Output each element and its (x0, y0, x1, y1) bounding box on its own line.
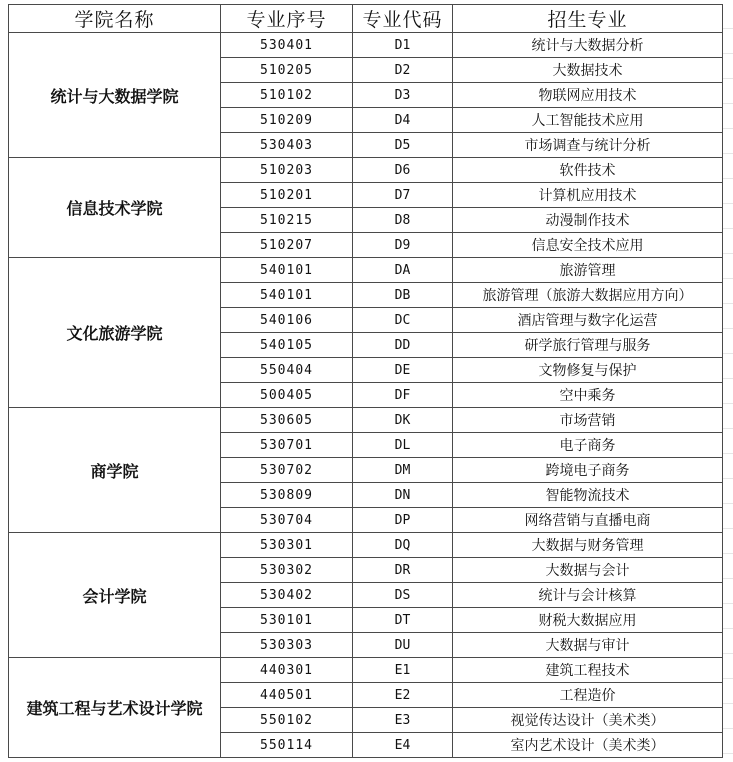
major-cell[interactable]: 统计与会计核算 (453, 583, 723, 608)
major-code-cell[interactable]: 530605 (221, 408, 353, 433)
college-cell[interactable]: 会计学院 (9, 533, 221, 658)
table-row (9, 258, 723, 283)
header-major-code[interactable]: 专业序号 (221, 5, 353, 33)
table-row (9, 533, 723, 558)
code-cell[interactable]: DK (353, 408, 453, 433)
major-cell[interactable]: 电子商务 (453, 433, 723, 458)
code-cell[interactable]: D9 (353, 233, 453, 258)
code-cell[interactable]: DM (353, 458, 453, 483)
code-cell[interactable]: DE (353, 358, 453, 383)
table-header (9, 5, 723, 33)
major-code-cell[interactable]: 510102 (221, 83, 353, 108)
major-cell[interactable]: 工程造价 (453, 683, 723, 708)
major-code-cell[interactable]: 540105 (221, 333, 353, 358)
code-cell[interactable]: DC (353, 308, 453, 333)
college-cell[interactable]: 文化旅游学院 (9, 258, 221, 408)
table-row (9, 658, 723, 683)
code-cell[interactable]: D8 (353, 208, 453, 233)
major-cell[interactable]: 动漫制作技术 (453, 208, 723, 233)
major-cell[interactable]: 大数据技术 (453, 58, 723, 83)
code-cell[interactable]: DN (353, 483, 453, 508)
major-cell[interactable]: 财税大数据应用 (453, 608, 723, 633)
major-code-cell[interactable]: 500405 (221, 383, 353, 408)
major-cell[interactable]: 空中乘务 (453, 383, 723, 408)
college-cell[interactable]: 统计与大数据学院 (9, 33, 221, 158)
code-cell[interactable]: DS (353, 583, 453, 608)
code-cell[interactable]: D5 (353, 133, 453, 158)
header-code[interactable]: 专业代码 (353, 5, 453, 33)
code-cell[interactable]: D1 (353, 33, 453, 58)
major-code-cell[interactable]: 540106 (221, 308, 353, 333)
major-code-cell[interactable]: 550114 (221, 733, 353, 758)
major-cell[interactable]: 大数据与财务管理 (453, 533, 723, 558)
major-cell[interactable]: 室内艺术设计（美术类） (453, 733, 723, 758)
major-code-cell[interactable]: 440301 (221, 658, 353, 683)
major-cell[interactable]: 旅游管理 (453, 258, 723, 283)
code-cell[interactable]: D4 (353, 108, 453, 133)
major-cell[interactable]: 市场调查与统计分析 (453, 133, 723, 158)
table-row (9, 33, 723, 58)
code-cell[interactable]: D6 (353, 158, 453, 183)
admissions-table (8, 4, 723, 758)
college-cell[interactable]: 商学院 (9, 408, 221, 533)
major-code-cell[interactable]: 530403 (221, 133, 353, 158)
code-cell[interactable]: DQ (353, 533, 453, 558)
major-code-cell[interactable]: 530701 (221, 433, 353, 458)
major-cell[interactable]: 统计与大数据分析 (453, 33, 723, 58)
code-cell[interactable]: DP (353, 508, 453, 533)
major-code-cell[interactable]: 550404 (221, 358, 353, 383)
major-cell[interactable]: 市场营销 (453, 408, 723, 433)
code-cell[interactable]: E2 (353, 683, 453, 708)
major-code-cell[interactable]: 550102 (221, 708, 353, 733)
code-cell[interactable]: DR (353, 558, 453, 583)
code-cell[interactable]: DT (353, 608, 453, 633)
header-major[interactable]: 招生专业 (453, 5, 723, 33)
code-cell[interactable]: DA (353, 258, 453, 283)
major-cell[interactable]: 智能物流技术 (453, 483, 723, 508)
table-row (9, 408, 723, 433)
code-cell[interactable]: D3 (353, 83, 453, 108)
table-row (9, 158, 723, 183)
major-code-cell[interactable]: 530402 (221, 583, 353, 608)
major-code-cell[interactable]: 530302 (221, 558, 353, 583)
major-code-cell[interactable]: 530809 (221, 483, 353, 508)
header-college[interactable]: 学院名称 (9, 5, 221, 33)
code-cell[interactable]: D7 (353, 183, 453, 208)
major-cell[interactable]: 人工智能技术应用 (453, 108, 723, 133)
major-cell[interactable]: 网络营销与直播电商 (453, 508, 723, 533)
major-code-cell[interactable]: 510209 (221, 108, 353, 133)
major-code-cell[interactable]: 530702 (221, 458, 353, 483)
major-code-cell[interactable]: 530301 (221, 533, 353, 558)
code-cell[interactable]: DD (353, 333, 453, 358)
table-body (9, 33, 723, 758)
major-code-cell[interactable]: 530704 (221, 508, 353, 533)
major-code-cell[interactable]: 510201 (221, 183, 353, 208)
major-cell[interactable]: 酒店管理与数字化运营 (453, 308, 723, 333)
major-code-cell[interactable]: 530401 (221, 33, 353, 58)
major-code-cell[interactable]: 510203 (221, 158, 353, 183)
college-cell[interactable]: 信息技术学院 (9, 158, 221, 258)
major-cell[interactable]: 大数据与审计 (453, 633, 723, 658)
major-cell[interactable]: 软件技术 (453, 158, 723, 183)
major-cell[interactable]: 建筑工程技术 (453, 658, 723, 683)
major-cell[interactable]: 旅游管理（旅游大数据应用方向） (453, 283, 723, 308)
code-cell[interactable]: DL (353, 433, 453, 458)
major-code-cell[interactable]: 540101 (221, 258, 353, 283)
major-code-cell[interactable]: 540101 (221, 283, 353, 308)
major-code-cell[interactable]: 440501 (221, 683, 353, 708)
code-cell[interactable]: E1 (353, 658, 453, 683)
major-cell[interactable]: 物联网应用技术 (453, 83, 723, 108)
header-row (9, 5, 723, 33)
major-code-cell[interactable]: 510205 (221, 58, 353, 83)
code-cell[interactable]: E3 (353, 708, 453, 733)
major-cell[interactable]: 研学旅行管理与服务 (453, 333, 723, 358)
code-cell[interactable]: DB (353, 283, 453, 308)
code-cell[interactable]: E4 (353, 733, 453, 758)
major-code-cell[interactable]: 530303 (221, 633, 353, 658)
major-cell[interactable]: 大数据与会计 (453, 558, 723, 583)
major-cell[interactable]: 文物修复与保护 (453, 358, 723, 383)
code-cell[interactable]: D2 (353, 58, 453, 83)
code-cell[interactable]: DF (353, 383, 453, 408)
major-code-cell[interactable]: 510207 (221, 233, 353, 258)
sheet-gridlines (722, 4, 733, 762)
major-cell[interactable]: 计算机应用技术 (453, 183, 723, 208)
major-code-cell[interactable]: 530101 (221, 608, 353, 633)
major-cell[interactable]: 信息安全技术应用 (453, 233, 723, 258)
code-cell[interactable]: DU (353, 633, 453, 658)
major-code-cell[interactable]: 510215 (221, 208, 353, 233)
major-cell[interactable]: 视觉传达设计（美术类） (453, 708, 723, 733)
college-cell[interactable]: 建筑工程与艺术设计学院 (9, 658, 221, 758)
major-cell[interactable]: 跨境电子商务 (453, 458, 723, 483)
